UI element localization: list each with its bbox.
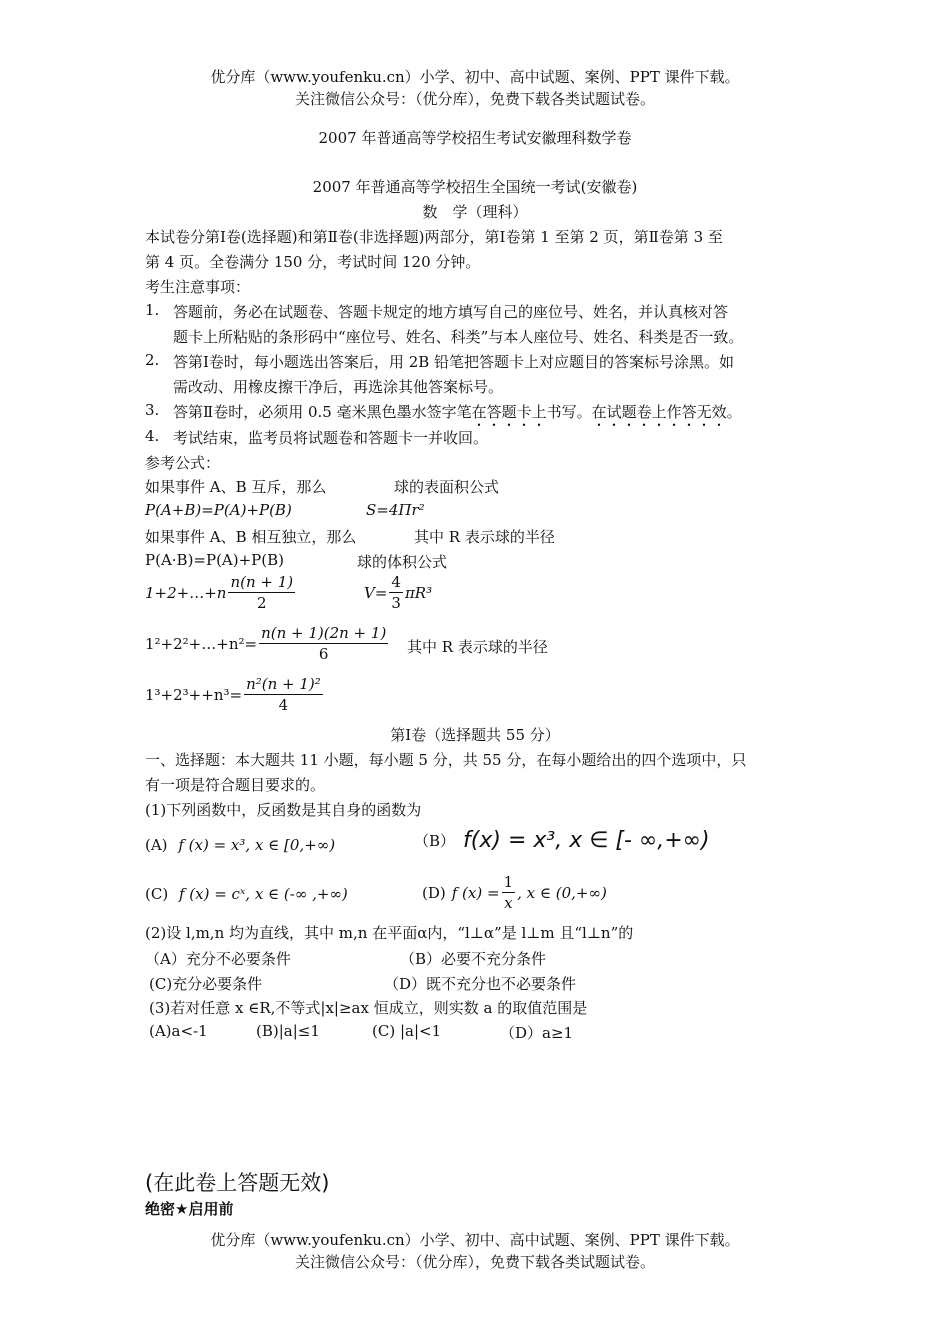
formula-squares-fraction [259,624,388,664]
intro-line-2: 第 4 页。全卷满分 150 分，考试时间 120 分钟。 [145,253,481,271]
option-expression-pre: f (x) = [451,884,500,902]
notice-2 [145,351,735,371]
formula-left-3: 如果事件 A、B 相互独立，那么 [145,528,357,546]
formula-volume [364,573,432,613]
header-line-1: 优分库（www.youfenku.cn）小学、初中、高中试题、案例、PPT 课件下载。 [210,68,740,86]
formula-right-2: S=4Πr² [366,501,425,519]
notice-3-pre: 答第Ⅱ卷时，必须用 0.5 毫米黑色墨水签字笔 [173,403,472,421]
option-label: (A) [145,836,168,854]
formula-radius-note: 其中 R 表示球的半径 [407,638,548,656]
intro-line-1: 本试卷分第Ⅰ卷(选择题)和第Ⅱ卷(非选择题)两部分，第Ⅰ卷第 1 至第 2 页，第Ⅱ卷第 3 至 [145,228,723,246]
notice-number: 3. [145,401,160,419]
notice-3-emphasis-2: 在试题卷上作答无效 [591,403,727,421]
formula-squares-left: 1²+2²+…+n²= [145,635,258,653]
invalid-answer-note: (在此卷上答题无效) [145,1171,330,1195]
fraction-denominator: 6 [318,645,329,663]
formula-left-1: 如果事件 A、B 互斥，那么 [145,478,327,496]
q1-option-a [145,836,335,854]
option-expression-post: , x ∈ (0,+∞) [517,884,607,902]
fraction-numerator: 4 [391,573,401,591]
section1-line-1: 一、选择题：本大题共 11 小题，每小题 5 分，共 55 分，在每小题给出的四个选项中，只 [145,751,747,769]
notice-text: 考试结束，监考员将试题卷和答题卡一并收回。 [173,429,489,447]
notice-3-post: 。 [726,403,742,421]
notice-3 [145,401,742,421]
option-expression: f(x) = x³, x ∈ [- ∞,+∞) [463,828,710,853]
q1-option-d [422,873,607,913]
fraction-numerator: 1 [503,873,514,891]
q2-option-b: （B）必要不充分条件 [400,950,547,968]
option-label: (C) [145,885,169,903]
fraction-numerator: n(n + 1)(2n + 1) [261,624,387,642]
formula-cubes-left: 1³+2³++n³= [145,686,243,704]
notice-title: 考生注意事项： [145,278,251,296]
fraction-numerator: n(n + 1) [230,573,294,591]
fraction-denominator: x [504,894,513,912]
q2-option-d: （D）既不充分也不必要条件 [384,975,577,993]
fraction-denominator: 4 [278,696,289,714]
formula-right-3: 其中 R 表示球的半径 [414,528,555,546]
option-expression: f (x) = cˣ, x ∈ (-∞ ,+∞) [178,885,348,903]
option-label: (D) [422,884,446,902]
notice-1-cont: 题卡上所粘贴的条形码中“座位号、姓名、科类”与本人座位号、姓名、科类是否一致。 [173,328,744,346]
formula-volume-fraction [389,573,403,613]
q2-stem: (2)设 l,m,n 均为直线，其中 m,n 在平面α内，“l⊥α”是 l⊥m 且“l⊥n”的 [145,924,634,942]
notice-1 [145,301,729,321]
formula-sum-fraction [228,573,295,613]
formula-left-2: P(A+B)=P(A)+P(B) [145,501,292,519]
footer-line-1: 优分库（www.youfenku.cn）小学、初中、高中试题、案例、PPT 课件下载。 [210,1231,740,1249]
notice-3-emphasis-1: 在答题卡上 [471,403,547,421]
q2-option-c: (C)充分必要条件 [149,975,263,993]
formula-left-4: P(A·B)=P(A)+P(B) [145,551,285,569]
q3-option-b: (B)|a|≤1 [256,1022,320,1040]
option-label: （B） [414,832,456,850]
notice-number: 4. [145,427,160,445]
q3-stem: (3)若对任意 x ∈R,不等式|x|≥ax 恒成立，则实数 a 的取值范围是 [149,999,588,1017]
section1-line-2: 有一项是符合题目要求的。 [145,776,326,794]
doc-title: 2007 年普通高等学校招生考试安徽理科数学卷 [318,129,632,147]
formula-volume-right: πR³ [404,584,433,602]
notice-number: 2. [145,351,160,369]
part1-title: 第Ⅰ卷（选择题共 55 分） [390,726,560,744]
q3-option-c: (C) |a|<1 [372,1022,442,1040]
notice-text [173,401,742,430]
notice-3-mid: 书写。 [546,403,592,421]
formula-right-1: 球的表面积公式 [394,478,500,496]
formula-squares [145,624,390,664]
fraction-denominator: 3 [391,594,401,612]
option-expression: f (x) = x³, x ∈ [0,+∞) [178,836,336,854]
formula-title: 参考公式： [145,454,221,472]
notice-text: 答第Ⅰ卷时，每小题选出答案后，用 2B 铅笔把答题卡上对应题目的答案标号涂黑。如 [173,353,735,371]
q3-option-d: （D）a≥1 [500,1024,574,1042]
q1-option-c [145,885,348,903]
formula-right-4: 球的体积公式 [357,553,448,571]
secret-label: 绝密★启用前 [145,1200,234,1218]
subject-title: 数 学（理科） [422,203,528,221]
notice-text: 答题前，务必在试题卷、答题卡规定的地方填写自己的座位号、姓名，并认真核对答 [173,303,729,321]
formula-cubes [145,675,325,715]
formula-cubes-fraction [244,675,323,715]
fraction-denominator: 2 [257,594,267,612]
q1-stem: (1)下列函数中，反函数是其自身的函数为 [145,801,422,819]
notice-4 [145,427,489,447]
q2-option-a: （A）充分不必要条件 [145,950,291,968]
exam-title: 2007 年普通高等学校招生全国统一考试(安徽卷) [312,178,638,196]
formula-sum [145,573,297,613]
notice-2-cont: 需改动、用橡皮擦干净后，再选涂其他答案标号。 [173,378,504,396]
q1-option-b [414,828,710,853]
footer-line-2: 关注微信公众号：（优分库），免费下载各类试题试卷。 [294,1253,655,1271]
notice-number: 1. [145,301,160,319]
formula-volume-left: V= [364,584,388,602]
q3-option-a: (A)a<-1 [149,1022,208,1040]
formula-sum-left: 1+2+…+n [145,584,227,602]
option-fraction [502,873,516,913]
header-line-2: 关注微信公众号：（优分库），免费下载各类试题试卷。 [294,90,655,108]
fraction-numerator: n²(n + 1)² [246,675,321,693]
